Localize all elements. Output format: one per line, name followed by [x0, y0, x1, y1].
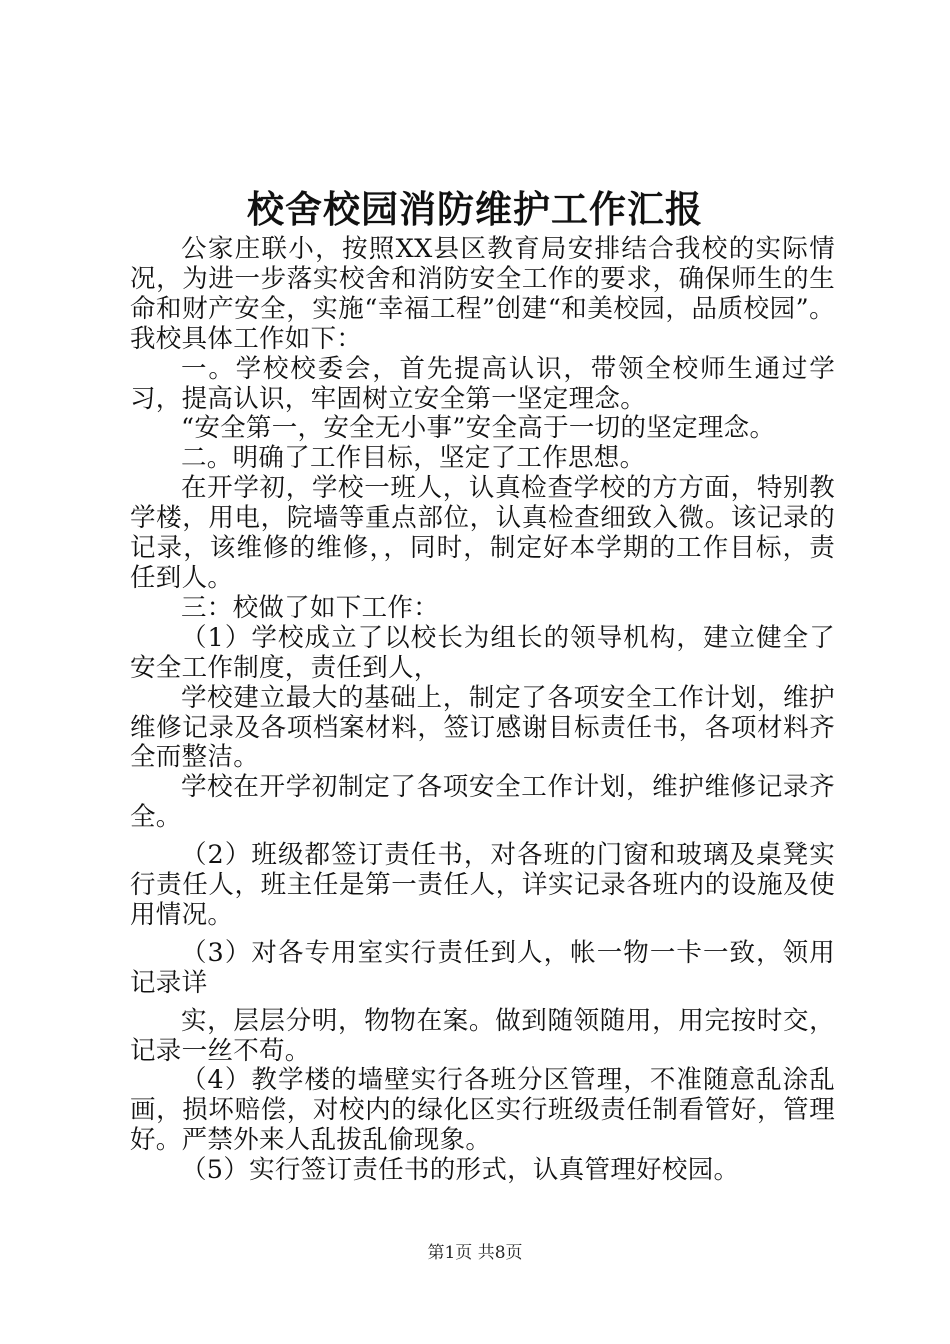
- paragraph-plans: 学校建立最大的基础上，制定了各项安全工作计划，维护维修记录及各项档案材料，签订感谢目标责任书，各项材料齐全而整洁。: [130, 682, 835, 773]
- paragraph-intro: 公家庄联小，按照XX县区教育局安排结合我校的实际情况，为进一步落实校舍和消防安全工作的要求，确保师生的生命和财产安全，实施“幸福工程”创建“和美校园，品质校园”。我校具体工作如下：: [130, 234, 835, 354]
- paragraph-records: 学校在开学初制定了各项安全工作计划，维护维修记录齐全。: [130, 772, 835, 833]
- paragraph-item-3: （3）对各专用室实行责任到人，帐一物一卡一致，领用记录详: [130, 937, 835, 998]
- paragraph-section-three: 三：校做了如下工作：: [181, 592, 440, 623]
- paragraph-item-3-cont: 实，层层分明，物物在案。做到随领随用，用完按时交，记录一丝不苟。: [130, 1005, 835, 1066]
- paragraph-item-4: （4）教学楼的墙壁实行各班分区管理，不准随意乱涂乱画，损坏赔偿，对校内的绿化区实行班级责任制看管好，管理好。严禁外来人乱拔乱偷现象。: [130, 1065, 835, 1156]
- document-title: 校舍校园消防维护工作汇报: [247, 187, 703, 231]
- paragraph-inspection: 在开学初，学校一班人，认真检查学校的方方面，特别教学楼，用电，院墙等重点部位，认真检查细致入微。该记录的记录，该维修的维修，，同时，制定好本学期的工作目标，责任到人。: [130, 473, 835, 593]
- paragraph-item-5: （5）实行签订责任书的形式，认真管理好校园。: [181, 1155, 740, 1186]
- page-number: 第1页 共8页: [427, 1243, 523, 1263]
- paragraph-section-one: 一。学校校委会，首先提高认识，带领全校师生通过学习，提高认识，牢固树立安全第一坚定理念。: [130, 353, 835, 414]
- paragraph-section-two: 二。明确了工作目标，坚定了工作思想。: [181, 443, 646, 474]
- document-body: [130, 235, 835, 1186]
- paragraph-safety-motto: “安全第一，安全无小事”安全高于一切的坚定理念。: [181, 413, 776, 444]
- paragraph-item-2: （2）班级都签订责任书，对各班的门窗和玻璃及桌凳实行责任人，班主任是第一责任人，详实记录各班内的设施及使用情况。: [130, 840, 835, 930]
- paragraph-item-1: （1）学校成立了以校长为组长的领导机构，建立健全了安全工作制度，责任到人，: [130, 622, 835, 683]
